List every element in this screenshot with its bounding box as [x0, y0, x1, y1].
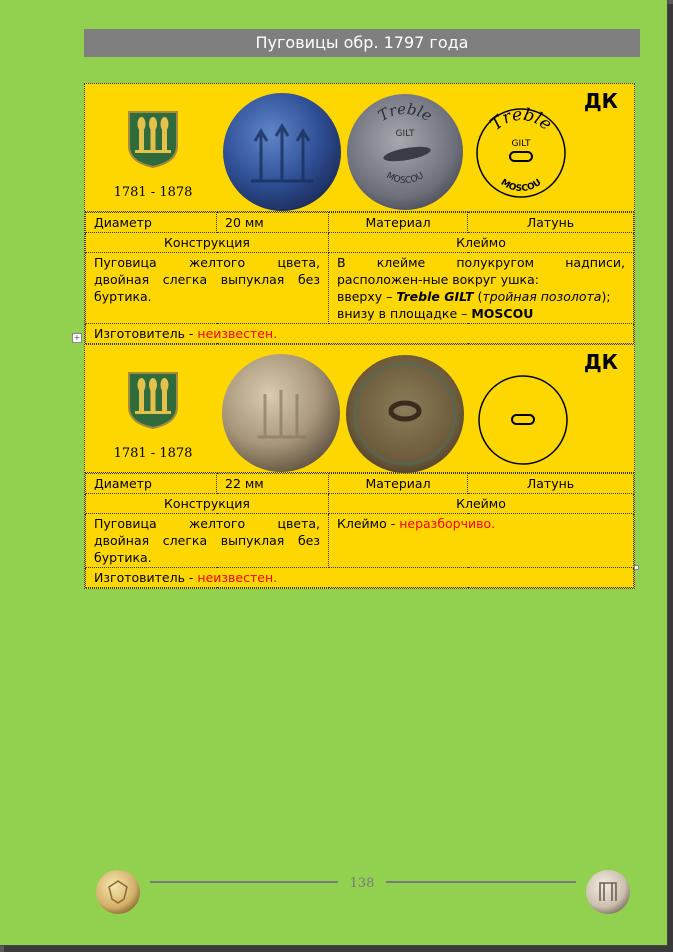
page-number: 138 [349, 876, 375, 891]
stamp-drawing [476, 373, 570, 467]
card-image-row [85, 345, 634, 473]
button-card-1 [84, 83, 635, 345]
card-image-row [85, 84, 634, 212]
footer-coin-left-icon [95, 869, 141, 915]
stamp-text-line-3: внизу в площадке – MOSCOU [337, 306, 534, 321]
years-label: 1781 - 1878 [113, 185, 193, 200]
stamp-text-line-1: В клейме полукругом надписи, расположен-ные вокруг ушка: [337, 255, 625, 287]
stamp-label: Клеймо [329, 233, 634, 253]
mark-label: ДК [583, 89, 618, 113]
svg-text:GILT: GILT [511, 139, 531, 149]
button-back-photo [344, 353, 466, 475]
svg-text:Treble: Treble [374, 99, 436, 125]
footer-coin-right-icon [585, 869, 631, 915]
stamp-label: Клеймо [329, 494, 634, 514]
table-move-handle-icon[interactable]: + [73, 333, 81, 342]
material-label: Материал [329, 474, 468, 494]
diameter-value: 22 мм [217, 474, 329, 494]
table-resize-handle[interactable] [634, 565, 639, 570]
button-front-photo [221, 91, 343, 213]
construction-label: Конструкция [86, 494, 329, 514]
diameter-value: 20 мм [217, 213, 329, 233]
button-card-2 [84, 344, 635, 589]
material-label: Материал [329, 213, 468, 233]
diameter-label: Диаметр [86, 213, 217, 233]
page-title: Пуговицы обр. 1797 года [84, 29, 640, 57]
stamp-text-line-2: вверху – Treble GILT (тройная позолота); [337, 289, 611, 304]
maker-row: Изготовитель - неизвестен. [86, 324, 634, 344]
construction-label: Конструкция [86, 233, 329, 253]
svg-text:Treble: Treble [486, 106, 556, 135]
stamp-drawing [474, 106, 568, 200]
svg-text:MOSCOU: MOSCOU [498, 177, 544, 195]
crest-icon [127, 371, 179, 429]
material-value: Латунь [468, 213, 634, 233]
material-value: Латунь [468, 474, 634, 494]
button-info-table [85, 212, 634, 344]
footer-line-left [150, 881, 338, 883]
crest-icon [127, 110, 179, 168]
page-shadow-right [668, 4, 673, 952]
construction-text: Пуговица желтого цвета, двойная слегка выпуклая без буртика. [86, 514, 329, 568]
svg-text:MOSCOU: MOSCOU [384, 170, 426, 187]
diameter-label: Диаметр [86, 474, 217, 494]
maker-row: Изготовитель - неизвестен. [86, 568, 634, 588]
stamp-description [329, 253, 634, 324]
stamp-description: Клеймо - неразборчиво. [329, 514, 634, 568]
svg-text:GILT: GILT [395, 129, 415, 139]
button-info-table [85, 473, 634, 588]
page-shadow-bottom [4, 946, 673, 952]
construction-text: Пуговица желтого цвета, двойная слегка выпуклая без буртика. [86, 253, 329, 324]
button-front-photo [220, 352, 342, 474]
footer-line-right [386, 881, 576, 883]
years-label: 1781 - 1878 [113, 446, 193, 461]
button-back-photo [345, 92, 465, 212]
mark-label: ДК [583, 350, 618, 374]
